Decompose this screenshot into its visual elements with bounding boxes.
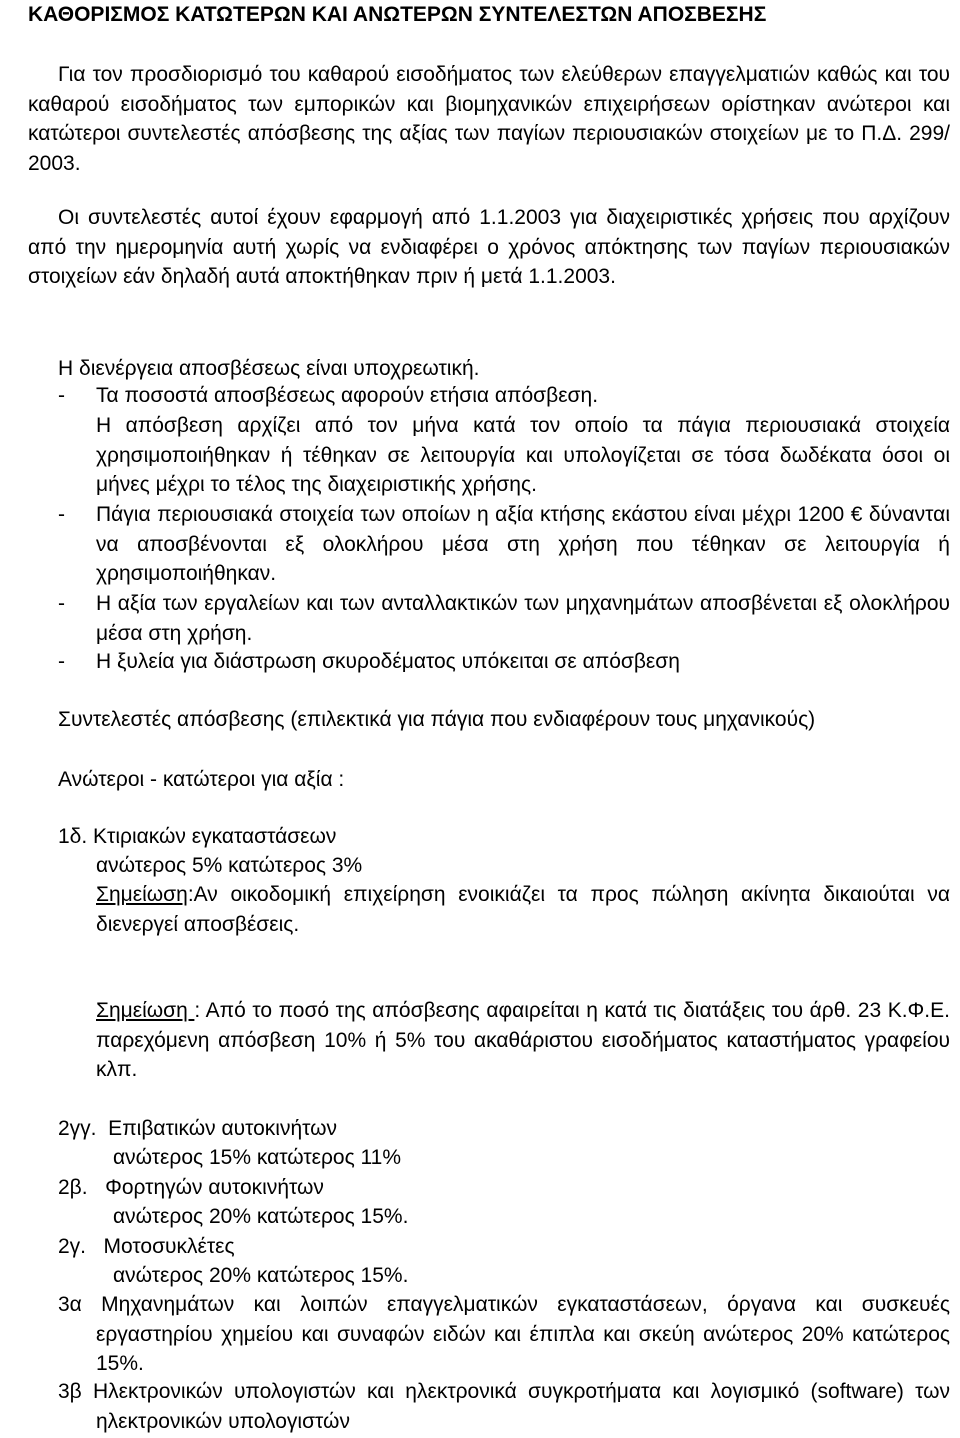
bullet-dash: - bbox=[58, 384, 65, 407]
paragraph-effective-date: Οι συντελεστές αυτοί έχουν εφαρμογή από 1.1.2003 για διαχειριστικές χρήσεις που αρχίζουν από την ημερομηνία αυτή χωρίς να ενδιαφέρει ο χρόνος απόκτησης των παγίων περιουσιακών στοιχείων εάν δηλαδή αυτά αποκτήθηκαν πριν ή μετά 1.1.2003. bbox=[28, 206, 950, 288]
bullet-tools: Η αξία των εργαλείων και των ανταλλακτικών των μηχανημάτων αποσβένεται εξ ολοκλήρου μέσα στη χρήση. bbox=[96, 592, 950, 645]
bullet-timber: Η ξυλεία για διάστρωση σκυροδέματος υπόκειται σε απόσβεση bbox=[96, 650, 680, 673]
item-3a: 3α Μηχανημάτων και λοιπών επαγγελματικών εγκαταστάσεων, όργανα και συσκευές εργαστηρίου χημείου και συναφών ειδών και έπιπλα και σκεύη ανώτερος 20% κατώτερος 15%. bbox=[58, 1293, 950, 1375]
bullet-annual: Τα ποσοστά αποσβέσεως αφορούν ετήσια απόσβεση. bbox=[96, 384, 599, 407]
item-2g-rates: ανώτερος 20% κατώτερος 15%. bbox=[113, 1264, 409, 1287]
paragraph-intro: Για τον προσδιορισμό του καθαρού εισοδήματος των ελεύθερων επαγγελματιών καθώς και του καθαρού εισοδήματος των εμπορικών και βιομηχανικών επιχειρήσεων ορίστηκαν ανώτεροι και κατώτεροι συντελεστές απόσβεσης της αξίας των παγίων περιουσιακών στοιχείων με το Π.Δ. 299/ 2003. bbox=[28, 63, 950, 175]
item-2b-rates: ανώτερος 20% κατώτερος 15%. bbox=[113, 1205, 409, 1228]
item-1d-rates: ανώτερος 5% κατώτερος 3% bbox=[96, 854, 363, 877]
note-1 bbox=[96, 880, 950, 939]
item-2g-label: 2γ. Μοτοσυκλέτες bbox=[58, 1235, 235, 1258]
item-2gg-label: 2γγ. Επιβατικών αυτοκινήτων bbox=[58, 1117, 338, 1140]
item-2b-label: 2β. Φορτηγών αυτοκινήτων bbox=[58, 1176, 324, 1199]
bullet-start-month: Η απόσβεση αρχίζει από τον μήνα κατά τον οποίο τα πάγια περιουσιακά στοιχεία χρησιμοποιήθηκαν ή τέθηκαν σε λειτουργία και υπολογίζεται σε τόσα δωδέκατα όσοι οι μήνες μέχρι το τέλος της διαχειριστικής χρήσης. bbox=[96, 414, 950, 496]
note-2 bbox=[96, 996, 950, 1085]
bullet-dash: - bbox=[58, 592, 65, 615]
paragraph-mandatory: Η διενέργεια αποσβέσεως είναι υποχρεωτική. bbox=[58, 357, 480, 380]
document-title: ΚΑΘΟΡΙΣΜΟΣ ΚΑΤΩΤΕΡΩΝ ΚΑΙ ΑΝΩΤΕΡΩΝ ΣΥΝΤΕΛΕΣΤΩΝ ΑΠΟΣΒΕΣΗΣ bbox=[28, 3, 767, 26]
item-3b: 3β Ηλεκτρονικών υπολογιστών και ηλεκτρονικά συγκροτήματα και λογισμικό (software) των ηλεκτρονικών υπολογιστών bbox=[58, 1380, 950, 1433]
note-1-label: Σημείωση bbox=[96, 883, 188, 906]
item-1d-label: 1δ. Κτιριακών εγκαταστάσεων bbox=[58, 825, 337, 848]
note-1-text: :Αν οικοδομική επιχείρηση ενοικιάζει τα προς πώληση ακίνητα δικαιούται να διενεργεί αποσβέσεις. bbox=[96, 883, 950, 936]
note-2-label: Σημείωση bbox=[96, 999, 195, 1022]
bullet-dash: - bbox=[58, 503, 65, 526]
bullet-low-value-assets: Πάγια περιουσιακά στοιχεία των οποίων η αξία κτήσης εκάστου είναι μέχρι 1200 € δύνανται να αποσβένονται εξ ολοκλήρου μέσα στη χρήση που τέθηκαν σε λειτουργία ή χρησιμοποιήθηκαν. bbox=[96, 503, 950, 585]
item-2gg-rates: ανώτερος 15% κατώτερος 11% bbox=[113, 1146, 402, 1169]
rates-intro: Συντελεστές απόσβεσης (επιλεκτικά για πάγια που ενδιαφέρουν τους μηχανικούς) bbox=[58, 708, 816, 731]
bullet-dash: - bbox=[58, 650, 65, 673]
note-2-text: : Από το ποσό της απόσβεσης αφαιρείται η κατά τις διατάξεις του άρθ. 23 Κ.Φ.Ε. παρεχόμενη απόσβεση 10% ή 5% του ακαθάριστου εισοδήματος καταστήματος γραφείου κλπ. bbox=[96, 999, 950, 1081]
rates-subtitle: Ανώτεροι - κατώτεροι για αξία : bbox=[58, 768, 345, 791]
